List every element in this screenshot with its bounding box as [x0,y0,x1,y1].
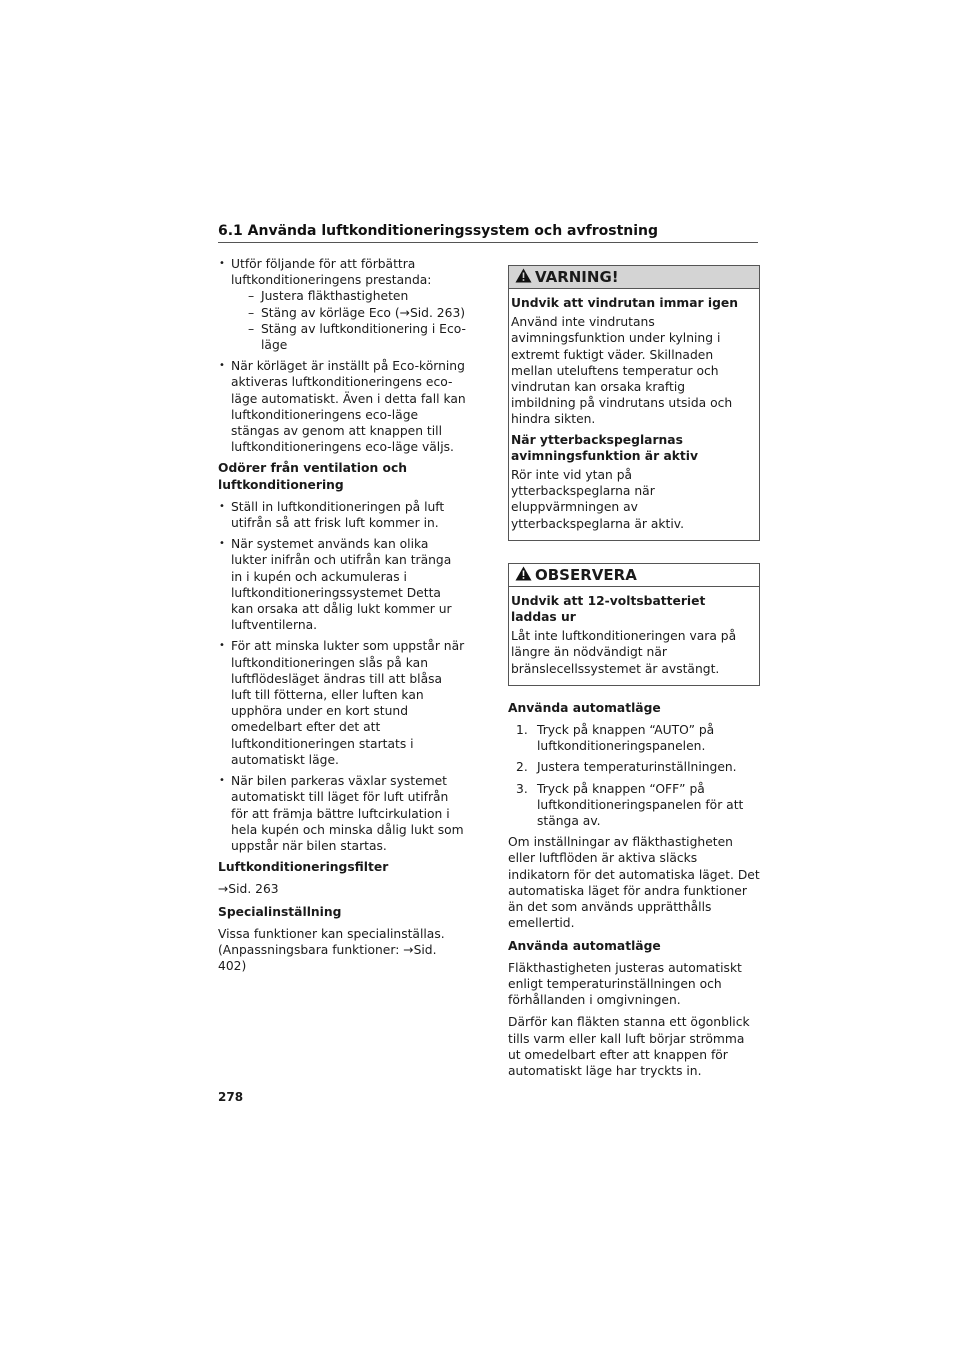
special-setting-text: Vissa funktioner kan specialinställas. (Anpassningsbara funktioner: →Sid. 402) [218,926,445,974]
list-item: • Utför följande för att förbättra luftkonditioneringens prestanda: – Justera fläkthastigheten – Stäng av körläge Eco (→Sid. 263) – Stäng av luftkonditionering i Eco-läge [218,256,466,353]
section-header [218,223,758,243]
notice-body [509,587,759,685]
warning-text: Använd inte vindrutans avimningsfunktion under kylning i extremt fuktigt väder. Skillnaden mellan uteluftens temperatur och vindrutan kan orsaka kraftig imbildning på vindrutans utsida och hindra sikten. [511,315,733,427]
warning-box [508,265,760,541]
step-item: 1. Tryck på knappen “AUTO” på luftkonditioneringspanelen. [516,723,715,754]
page-number: 278 [218,1090,244,1104]
warning-body [509,289,759,540]
auto-mode-text: Därför kan fläkten stanna ett ögonblick tills varm eller kall luft börjar strömma ut omedelbart efter att knappen för automatiskt läge har tryckts in. [508,1015,750,1078]
subheading-filter: Luftkonditioneringsfilter [218,860,389,875]
list-item: • När systemet används kan olika lukter inifrån och utifrån kan tränga in i kupén och ackumuleras i luftkonditioneringssystemet Detta kan orsaka att dålig lukt kommer ur luftventilerna. [218,536,466,633]
notice-header [509,564,759,587]
warning-triangle-icon [515,566,535,584]
step-item: 2. Justera temperaturinställningen. [516,760,737,775]
subheading-odors: Odörer från ventilation och luftkonditionering [218,461,407,492]
notice-text: Låt inte luftkonditioneringen vara på längre än nödvändigt när bränslecellssystemet är avstängt. [511,629,737,676]
sub-list-item: – Stäng av körläge Eco (→Sid. 263) [248,305,466,320]
list-item: • För att minska lukter som uppstår när luftkonditioneringen slås på kan luftflödesläget ändras till att blåsa luft till fötterna, eller luften kan upphöra under en kort stund omedelbart efter det att luftkonditioneringen startats i automatiskt läge. [218,638,466,768]
warning-heading: Undvik att vindrutan immar igen [511,296,738,310]
warning-triangle-icon [515,268,535,286]
list-item: • Ställ in luftkonditioneringen på luft utifrån så att frisk luft kommer in. [218,499,466,531]
page-reference-link[interactable]: →Sid. 263 [218,882,279,897]
step-item: 3. Tryck på knappen “OFF” på luftkonditioneringspanelen för att stänga av. [516,781,744,829]
right-column [508,256,760,1085]
auto-mode-text: Fläkthastigheten justeras automatiskt enligt temperaturinställningen och förhållanden i omgivningen. [508,960,742,1008]
warning-heading: När ytterbackspeglarnas avimningsfunktion är aktiv [511,432,699,463]
list-item: • När körläget är inställt på Eco-körning aktiveras luftkonditioneringens eco-läge automatiskt. Även i detta fall kan luftkonditioneringens eco-läge stängas av genom att knappen till luftkonditioneringens eco-läge väljs. [218,358,466,455]
warning-text: Rör inte vid ytan på ytterbackspeglarna när eluppvärmningen av ytterbackspeglarna är aktiv. [511,468,685,531]
warning-label: VARNING! [535,267,619,286]
left-column [218,256,466,980]
sub-list-item: – Stäng av luftkonditionering i Eco-läge [248,321,466,353]
subheading-auto-mode: Använda automatläge [508,938,661,953]
subheading-auto-mode: Använda automatläge [508,700,661,715]
warning-header [509,266,759,289]
auto-mode-text: Om inställningar av fläkthastigheten eller luftflöden är aktiva släcks indikatorn för det automatiska läget. Det automatiska läget för andra funktioner än det som används upprätthålls emellertid. [508,835,760,931]
sub-list-item: – Justera fläkthastigheten [248,289,409,304]
section-title: 6.1 Använda luftkonditioneringssystem och avfrostning [218,223,659,239]
subheading-special: Specialinställning [218,904,342,919]
list-item: • När bilen parkeras växlar systemet automatiskt till läget för luft utifrån för att främja bättre luftcirkulation i hela kupén och minska dålig lukt som uppstår när bilen startas. [218,773,466,854]
notice-box [508,563,760,686]
notice-label: OBSERVERA [535,565,637,584]
notice-heading: Undvik att 12-voltsbatteriet laddas ur [511,593,706,625]
